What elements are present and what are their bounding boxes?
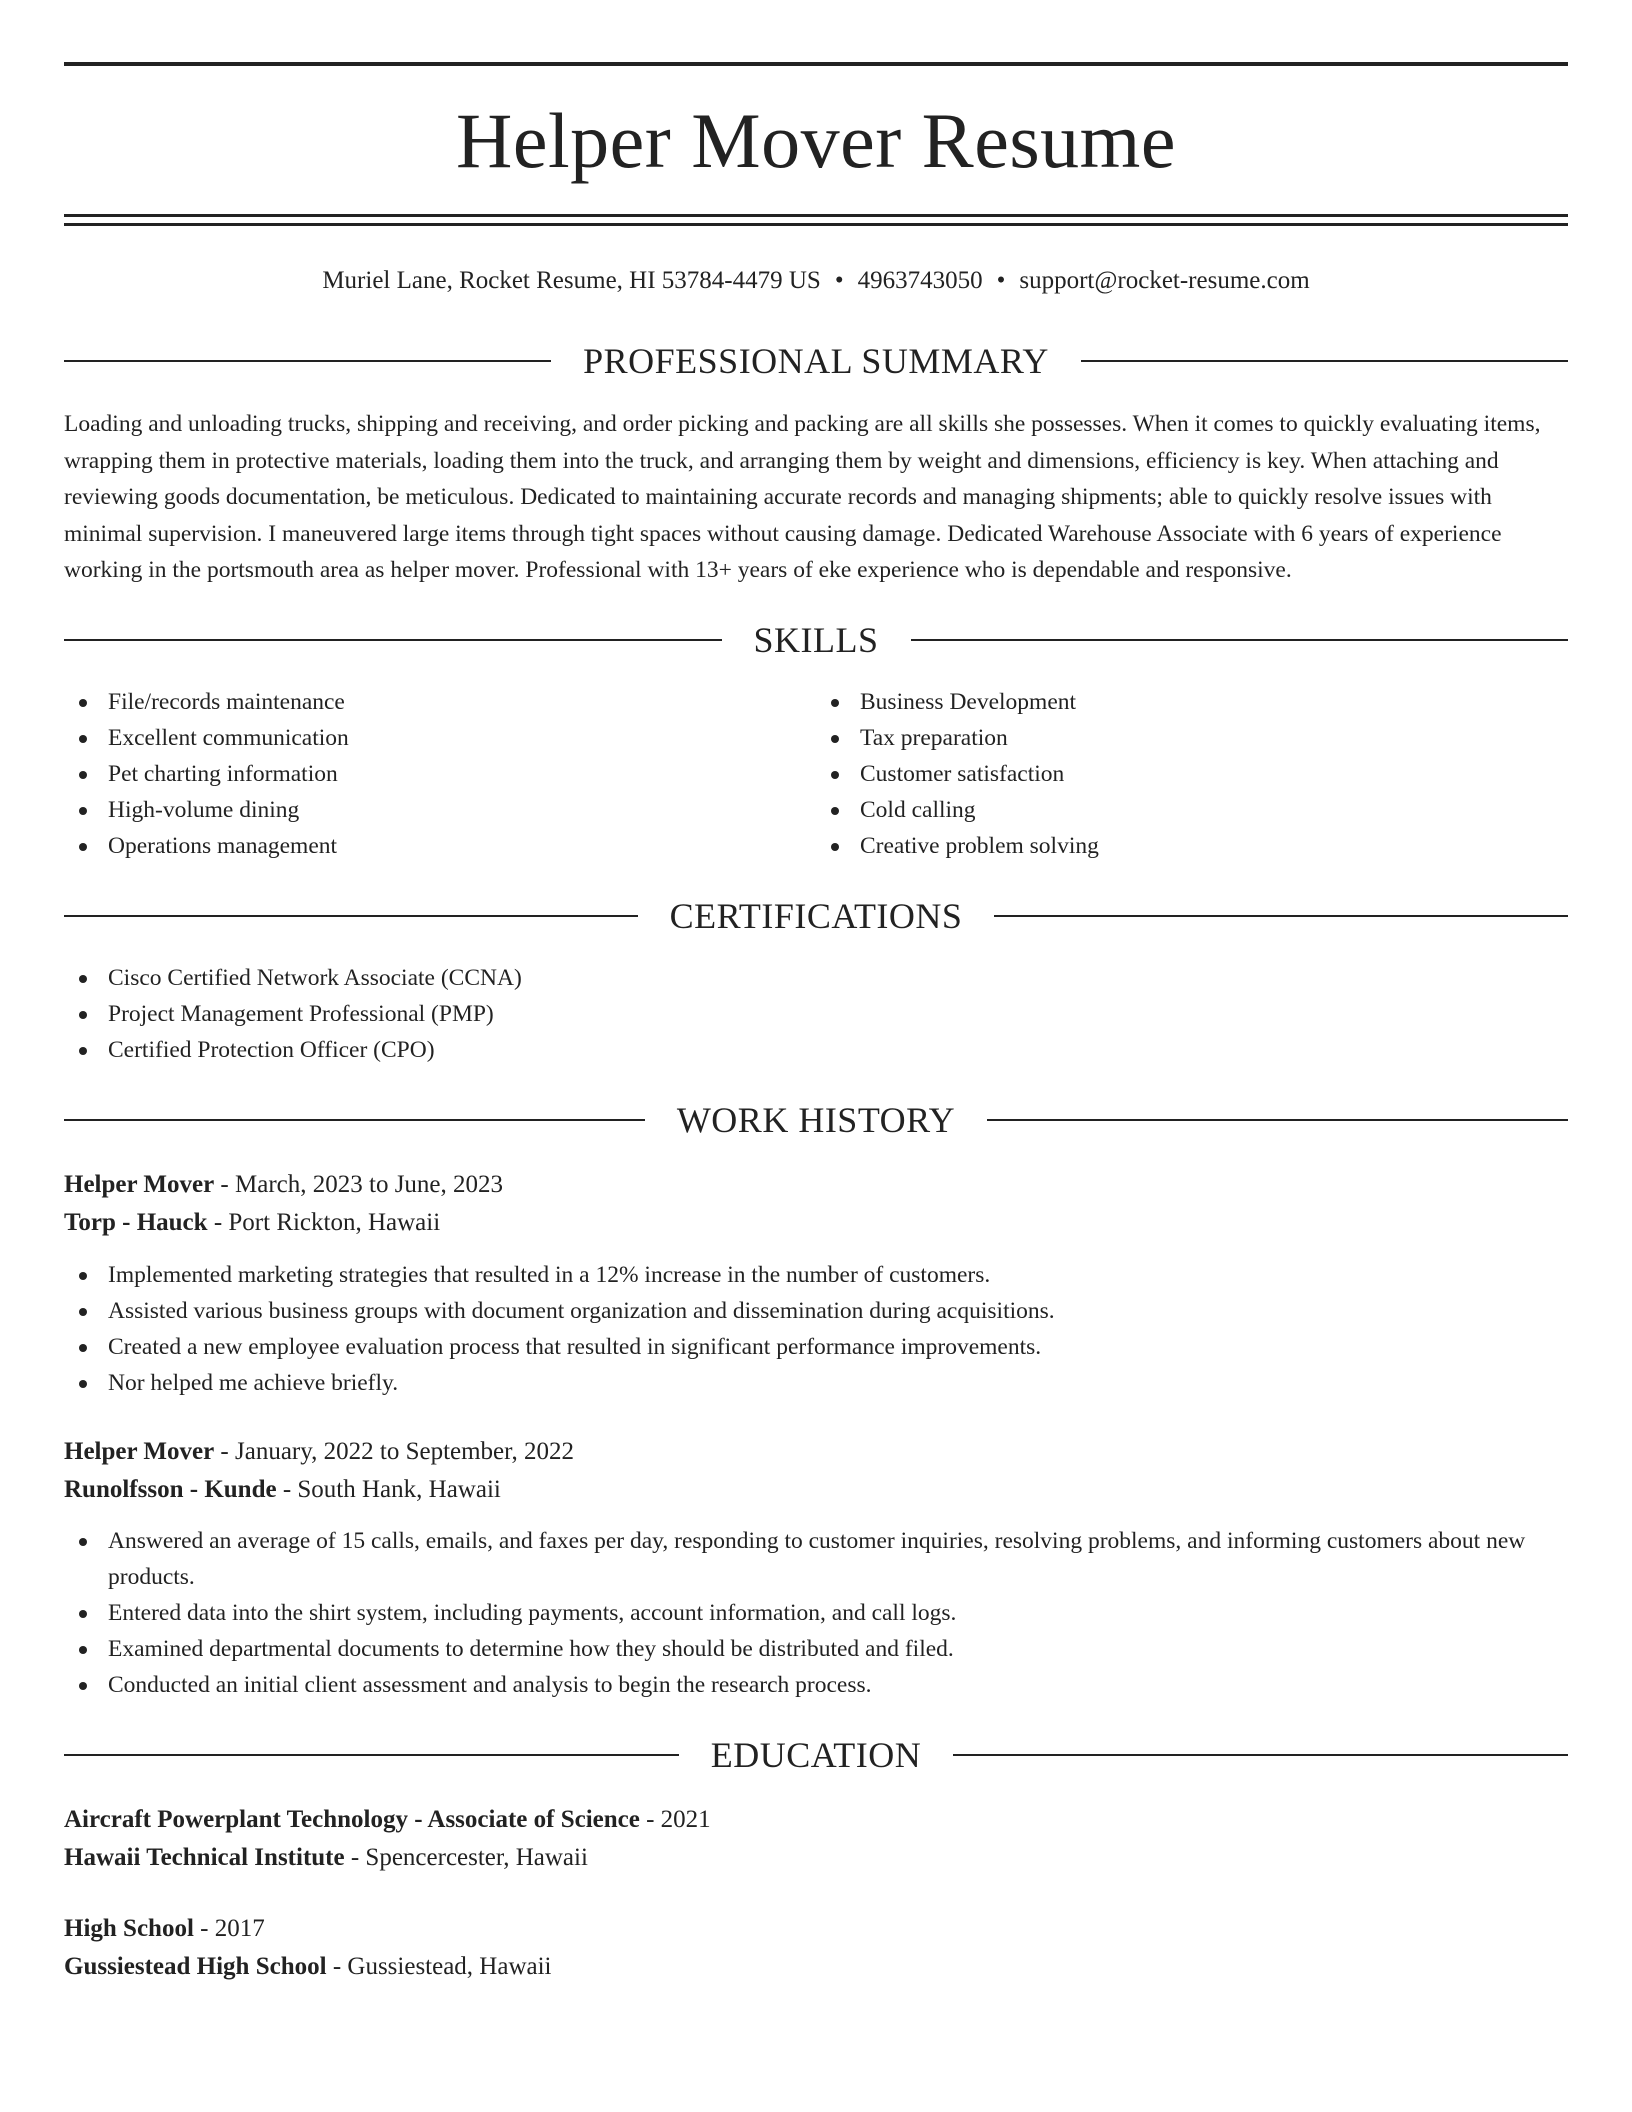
skill-item: Operations management: [64, 828, 816, 864]
job-bullet: Assisted various business groups with document organization and dissemination during acquisitions.: [64, 1293, 1568, 1329]
heading-rule-right: [1081, 360, 1568, 362]
education-school: Hawaii Technical Institute: [64, 1843, 345, 1871]
skill-item: Cold calling: [816, 792, 1568, 828]
education-degree-line: Aircraft Powerplant Technology - Associate of Science - 2021: [64, 1805, 711, 1833]
education-degree-line: High School - 2017: [64, 1914, 265, 1942]
heading-rule-left: [64, 1119, 645, 1121]
skills-column-left: [64, 684, 816, 864]
summary-heading-label: PROFESSIONAL SUMMARY: [583, 341, 1049, 381]
job-bullet: Created a new employee evaluation process that resulted in significant performance improvements.: [64, 1329, 1568, 1365]
education-school-line: Gussiestead High School - Gussiestead, Hawaii: [64, 1952, 552, 1980]
job-bullet: Implemented marketing strategies that resulted in a 12% increase in the number of customers.: [64, 1257, 1568, 1293]
job-bullet: Answered an average of 15 calls, emails, and faxes per day, responding to customer inquiries, resolving problems, and informing customers about new products.: [64, 1523, 1568, 1595]
skill-item: Customer satisfaction: [816, 756, 1568, 792]
heading-rule-left: [64, 639, 722, 641]
skills-heading-label: SKILLS: [753, 619, 879, 660]
contact-phone: 4963743050: [857, 267, 983, 294]
resume-title: Helper Mover Resume: [456, 97, 1176, 184]
skills-list-left: [64, 684, 816, 864]
job-entry: [64, 1166, 1568, 1401]
education-section-heading: [64, 1734, 1568, 1775]
job-bullet: Entered data into the shirt system, including payments, account information, and call logs.: [64, 1595, 1568, 1631]
skill-item: Creative problem solving: [816, 828, 1568, 864]
heading-rule-right: [953, 1754, 1568, 1756]
job-company-line: Runolfsson - Kunde - South Hank, Hawaii: [64, 1475, 501, 1503]
education-location: Spencercester, Hawaii: [365, 1843, 588, 1871]
education-year: 2017: [214, 1914, 265, 1942]
job-location: Port Rickton, Hawaii: [228, 1208, 441, 1236]
education-entry: [64, 1801, 1568, 1877]
contact-line: [64, 268, 1568, 293]
job-company: Runolfsson - Kunde: [64, 1475, 277, 1503]
work-history-heading-label: WORK HISTORY: [676, 1099, 956, 1140]
title-rule-lower: [64, 223, 1568, 226]
job-title: Helper Mover: [64, 1170, 215, 1198]
contact-separator: •: [996, 267, 1006, 294]
job-bullet: Conducted an initial client assessment and analysis to begin the research process.: [64, 1667, 1568, 1703]
heading-rule-right: [987, 1119, 1568, 1121]
skills-section-heading: [64, 619, 1568, 660]
skill-item: Pet charting information: [64, 756, 816, 792]
contact-email: support@rocket-resume.com: [1019, 267, 1310, 294]
job-title: Helper Mover: [64, 1437, 215, 1465]
education-school: Gussiestead High School: [64, 1952, 327, 1980]
heading-rule-left: [64, 1754, 679, 1756]
education-school-line: Hawaii Technical Institute - Spencercester, Hawaii: [64, 1843, 588, 1871]
certifications-section-heading: [64, 895, 1568, 936]
heading-rule-left: [64, 915, 638, 917]
education-degree: Aircraft Powerplant Technology - Associate of Science: [64, 1805, 640, 1833]
education-degree: High School: [64, 1914, 194, 1942]
heading-rule-right: [994, 915, 1568, 917]
skills-columns: [64, 684, 1568, 864]
education-year: 2021: [660, 1805, 711, 1833]
skills-column-right: [816, 684, 1568, 864]
skill-item: High-volume dining: [64, 792, 816, 828]
job-company-line: Torp - Hauck - Port Rickton, Hawaii: [64, 1208, 441, 1236]
contact-separator: •: [834, 267, 844, 294]
job-dates: January, 2022 to September, 2022: [235, 1437, 574, 1465]
job-bullet: Examined departmental documents to determine how they should be distributed and filed.: [64, 1631, 1568, 1667]
job-title-line: Helper Mover - March, 2023 to June, 2023: [64, 1170, 504, 1198]
skill-item: Tax preparation: [816, 720, 1568, 756]
education-entry: [64, 1910, 1568, 1986]
summary-section-heading: [64, 343, 1568, 379]
summary-text: Loading and unloading trucks, shipping and receiving, and order picking and packing are all skills she possesses. When it comes to quickly evaluating items, wrapping them in protective materials, loading them into the truck, and arranging them by weight and dimensions, efficiency is key. When attaching and reviewing goods documentation, be meticulous. Dedicated to maintaining accurate records and managing shipments; able to quickly resolve issues with minimal supervision. I maneuvered large items through tight spaces without causing damage. Dedicated Warehouse Associate with 6 years of experience working in the portsmouth area as helper mover. Professional with 13+ years of eke experience who is dependable and responsive.: [64, 411, 1541, 583]
skill-item: File/records maintenance: [64, 684, 816, 720]
heading-rule-left: [64, 360, 551, 362]
job-dates: March, 2023 to June, 2023: [235, 1170, 504, 1198]
job-title-line: Helper Mover - January, 2022 to September, 2022: [64, 1437, 574, 1465]
certification-item: Project Management Professional (PMP): [64, 996, 1568, 1032]
work-history-section-heading: [64, 1099, 1568, 1140]
certifications-heading-label: CERTIFICATIONS: [669, 895, 963, 936]
job-entry: [64, 1433, 1568, 1703]
education-location: Gussiestead, Hawaii: [347, 1952, 552, 1980]
education-heading-label: EDUCATION: [710, 1734, 922, 1775]
job-bullets: [64, 1523, 1568, 1703]
contact-address: Muriel Lane, Rocket Resume, HI 53784-4479 US: [322, 267, 821, 294]
top-rule: [64, 62, 1568, 66]
certification-item: Cisco Certified Network Associate (CCNA): [64, 960, 1568, 996]
job-company: Torp - Hauck: [64, 1208, 208, 1236]
skill-item: Business Development: [816, 684, 1568, 720]
certifications-list: [64, 960, 1568, 1068]
skills-list-right: [816, 684, 1568, 864]
certification-item: Certified Protection Officer (CPO): [64, 1032, 1568, 1068]
heading-rule-right: [911, 639, 1569, 641]
job-bullet: Nor helped me achieve briefly.: [64, 1365, 1568, 1401]
job-location: South Hank, Hawaii: [297, 1475, 501, 1503]
skill-item: Excellent communication: [64, 720, 816, 756]
title-rule-upper: [64, 214, 1568, 217]
job-bullets: [64, 1257, 1568, 1401]
